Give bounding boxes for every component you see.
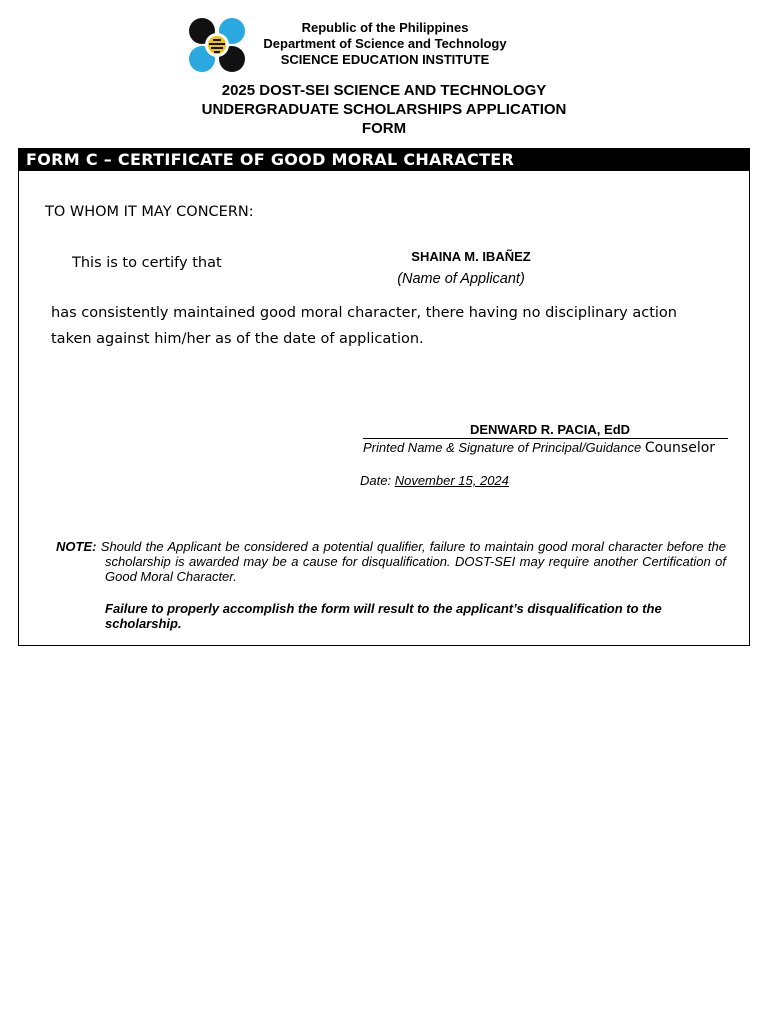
salutation: TO WHOM IT MAY CONCERN: <box>45 204 254 220</box>
header-institute: SCIENCE EDUCATION INSTITUTE <box>280 52 490 67</box>
date-row <box>360 473 509 488</box>
form-title-line3: FORM <box>361 120 407 137</box>
dost-logo-icon <box>188 17 246 73</box>
note-label: NOTE: <box>56 539 97 554</box>
signatory-name: DENWARD R. PACIA, EdD <box>469 422 631 437</box>
form-title-line1: 2025 DOST-SEI SCIENCE AND TECHNOLOGY <box>221 82 547 99</box>
body-line-2: taken against him/her as of the date of application. <box>51 331 424 347</box>
warning-text: Failure to properly accomplish the form will result to the applicant’s disqualification to the scholarship. <box>105 601 662 631</box>
note-paragraph <box>56 539 726 584</box>
body-line-1: has consistently maintained good moral character, there having no disciplinary action <box>51 305 677 321</box>
note-text: Should the Applicant be considered a potential qualifier, failure to maintain good moral character before the scholarship is awarded may be a cause for disqualification. DOST-SEI may require another Certification of Good Moral Character. <box>100 539 726 584</box>
applicant-name: SHAINA M. IBAÑEZ <box>411 249 531 264</box>
signatory-caption <box>363 440 715 456</box>
signature-line <box>363 438 728 439</box>
certify-text: This is to certify that <box>72 255 222 271</box>
header-department: Department of Science and Technology <box>263 36 507 51</box>
form-heading: FORM C – CERTIFICATE OF GOOD MORAL CHARACTER <box>19 149 749 171</box>
applicant-caption: (Name of Applicant) <box>397 271 525 287</box>
date-label: Date: <box>360 473 392 488</box>
date-value: November 15, 2024 <box>394 473 509 488</box>
form-title-line2: UNDERGRADUATE SCHOLARSHIPS APPLICATION <box>201 101 567 118</box>
signatory-caption-text: Printed Name & Signature of Principal/Guidance <box>363 440 642 455</box>
header-republic: Republic of the Philippines <box>301 20 469 35</box>
signatory-caption-suffix: Counselor <box>644 440 716 456</box>
